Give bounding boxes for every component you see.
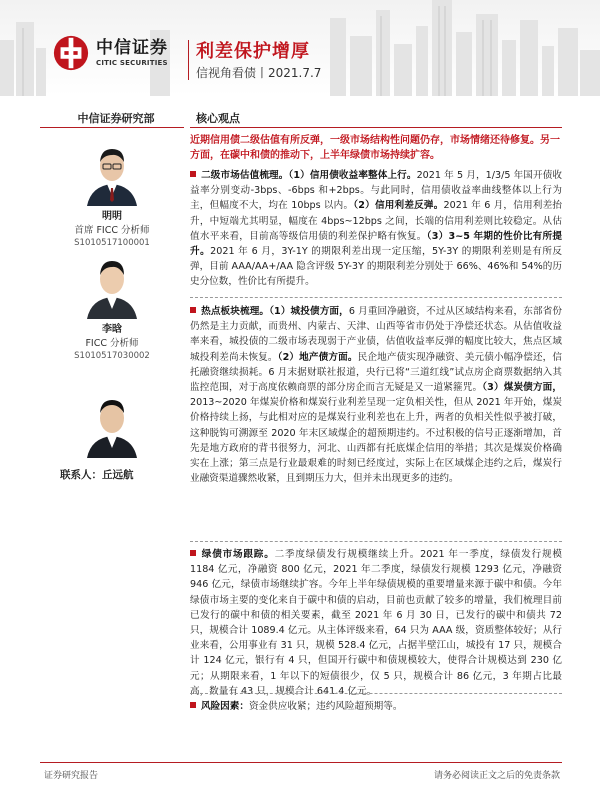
square-bullet-icon bbox=[190, 307, 196, 313]
section-point: （3）煤炭债方面， bbox=[482, 382, 562, 394]
contact-person: 联系人：丘远航 bbox=[60, 469, 134, 481]
section-text: 6 月重回净融资，不过从区域结构来看，东部省份仍然是主力贡献，而贵州、内蒙古、天津、山西等省市仍处于净偿还状态。从估值收益率来看，城投债的二级市场表现弱于产业债，估值收益率反弹的幅度比较大，焦点区域城投利差尚未恢复。 bbox=[190, 306, 563, 363]
section-hot-sectors bbox=[190, 304, 562, 486]
analyst-photo bbox=[83, 140, 141, 206]
summary-paragraph: 近期信用债二级估值有所反弹，一级市场结构性问题仍存，市场情绪还待修复。另一方面，在碳中和债的推动下，上半年绿债市场持续扩容。 bbox=[190, 135, 560, 161]
section-text: 资金供应收紧；违约风险超预期等。 bbox=[248, 701, 403, 712]
section-risk-factors bbox=[190, 699, 562, 714]
section-text: 2013~2020 年煤炭价格和煤炭行业利差呈现一定负相关性，但从 2021 年开始，煤炭价格持续上扬，与此相对应的是煤炭行业利差也在上升，两者的负相关性似乎被打破，这种脱钩可溯源至 2020 年末区域煤企的超预期违约。不过积极的信号正逐渐增加，首先是地方政府的背书很努力，河北、山西都有托底煤企信用的举措；其次是煤炭价格确实在上涨；第三点是行业最艰难的时刻已经度过，实际上在区域煤企违约之后，煤炭行业融资渠道骤然收紧，且到期压力大，但并未出现更多的违约。 bbox=[190, 397, 562, 485]
section-point: （2）信用利差反弹。 bbox=[353, 200, 444, 212]
section-text: 2021 年 5 月，1/3/5 年国开债收益率分别变动-3bps、-6bps 和+2bps。与此同时，信用债收益率曲线整体以上行为主，但幅度不大，均在 10bps 以内。 bbox=[190, 170, 563, 212]
logo-name-cn: 中信证券 bbox=[96, 38, 168, 58]
logo-name-en: CITIC SECURITIES bbox=[96, 59, 168, 67]
left-heading-rule bbox=[40, 127, 184, 128]
section-divider bbox=[190, 541, 562, 542]
report-title: 利差保护增厚 bbox=[196, 41, 310, 62]
section-lead: 二级市场估值梳理。（1）信用债收益率整体上行。 bbox=[201, 170, 417, 181]
contact-photo-card bbox=[40, 392, 184, 458]
section-lead: 热点板块梳理。（1）城投债方面， bbox=[201, 306, 349, 317]
footer-disclaimer: 请务必阅读正文之后的免责条款 bbox=[433, 771, 560, 781]
report-subtitle: 信视角看债丨2021.7.7 bbox=[196, 66, 322, 80]
analyst-card bbox=[40, 253, 184, 362]
research-dept-heading: 中信证券研究部 bbox=[77, 112, 155, 125]
section-divider bbox=[190, 693, 562, 694]
analyst-name: 李晗 bbox=[102, 324, 122, 335]
section-text: 民企地产债实现净融资、美元债小幅净偿还，信托融资继续损耗。6 月末据财联社报道，央行已将“三道红线”试点房企商票数据纳入其监控范围，对于高度依赖商票的部分房企而言无疑是又一道紧箍咒。 bbox=[190, 351, 563, 394]
analyst-role: 首席 FICC 分析师 bbox=[74, 225, 150, 236]
right-heading-rule bbox=[190, 127, 562, 128]
logo bbox=[52, 34, 168, 72]
report-header bbox=[0, 0, 600, 96]
section-point: （3）3~5 年期的性价比有所提升。 bbox=[190, 230, 562, 258]
square-bullet-icon bbox=[190, 550, 196, 556]
analyst-card bbox=[40, 140, 184, 249]
section-divider bbox=[190, 297, 562, 298]
analyst-name: 明明 bbox=[102, 211, 122, 222]
section-secondary-market bbox=[190, 168, 562, 290]
contact-photo bbox=[83, 392, 141, 458]
section-text: 2021 年 6 月，信用利差抬升，中短端尤其明显，幅度在 4bps~12bps 之间，长端的信用利差则比较稳定。从估值水平来看，目前高等级信用债的利差保护略有恢复。 bbox=[190, 200, 562, 242]
section-text: 2021 年 6 月，3Y-1Y 的期限利差出现一定压缩，5Y-3Y 的期限利差则是有所反弹，目前 AAA/AA+/AA 隐含评级 5Y-3Y 的期限利差分别处于 66%、46%和 54%的历史分位数，性价比有所提升。 bbox=[190, 246, 562, 288]
analyst-photo bbox=[83, 253, 141, 319]
header-separator bbox=[188, 40, 189, 80]
analyst-code: S1010517030002 bbox=[74, 351, 150, 361]
analyst-code: S1010517100001 bbox=[74, 238, 150, 248]
section-lead: 绿债市场跟踪。 bbox=[201, 549, 275, 560]
section-lead: 风险因素： bbox=[201, 701, 249, 712]
citic-logo-icon bbox=[52, 34, 90, 72]
core-views-heading: 核心观点 bbox=[196, 112, 240, 125]
footer-label: 证券研究报告 bbox=[44, 771, 99, 781]
footer-rule bbox=[40, 762, 562, 763]
square-bullet-icon bbox=[190, 171, 196, 177]
section-green-bonds bbox=[190, 547, 562, 699]
square-bullet-icon bbox=[190, 702, 196, 708]
analyst-role: FICC 分析师 bbox=[85, 338, 139, 349]
section-text: 二季度绿债发行规模继续上升。2021 年一季度，绿债发行规模 1184 亿元，净融资 800 亿元，2021 年二季度，绿债发行规模 1293 亿元，净融资 946 亿元，绿债市场继续扩容。今年上半年绿债规模的重要增量来源于碳中和债。今年绿债市场主要的变化来自于碳中和债的启动，目前也贡献了较多的增量，我们梳理目前已发行的碳中和债的相关要素，截至 2021 年 6 月 30 日，已发行的碳中和债共 72 只，规模合计 1089.4 亿元。从主体评级来看，64 只为 AAA 级，资质整体较好；从行业来看，公用事业有 31 只，规模 528.4 亿元，占据半壁江山，城投有 17 只，规模合计 124 亿元，银行有 4 只，但国开行碳中和债规模较大，使得合计规模达到 230 亿元；从期限来看，1 年以下的短债很少，仅 5 只，规模合计 86 亿元，3 年期占比最高，数量有 43 只，规模合计 641.4 亿元。 bbox=[190, 549, 563, 697]
section-point: （2）地产债方面。 bbox=[277, 351, 358, 363]
